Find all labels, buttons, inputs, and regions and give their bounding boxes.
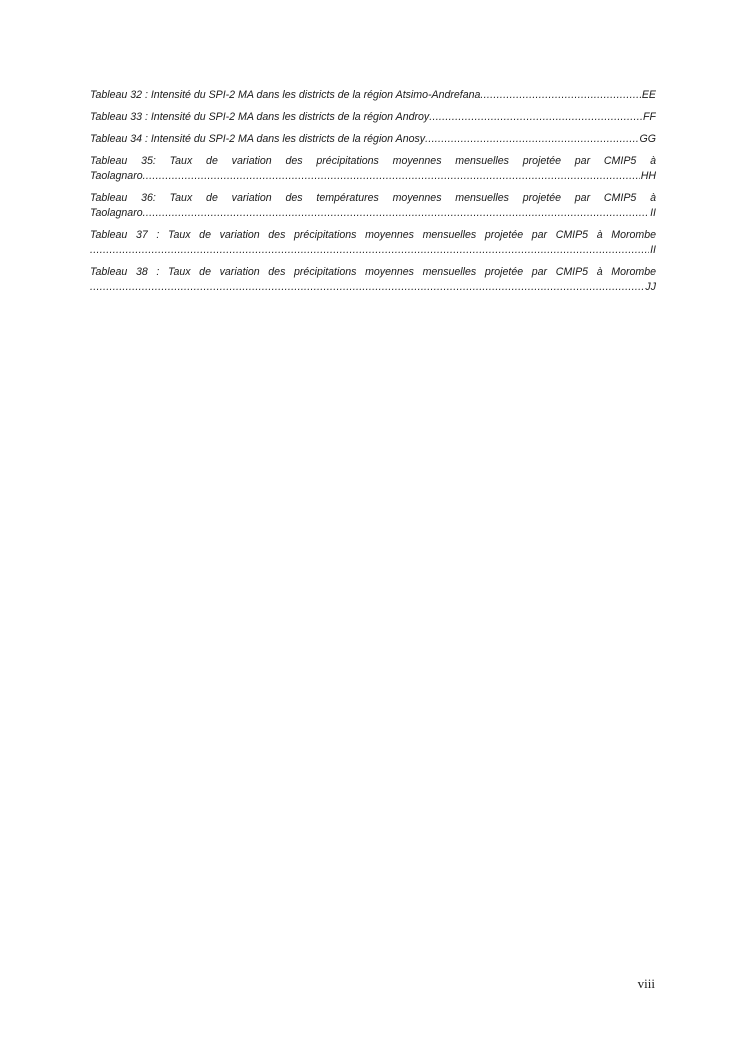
toc-entry-title: Tableau 32 : Intensité du SPI-2 MA dans les districts de la région Atsimo-Andrefana (90, 89, 481, 101)
toc-entry-title-line1: Tableau 38 : Taux de variation des précipitations moyennes mensuelles projetée par CMIP5 à Morombe (90, 266, 656, 278)
toc-entry-page: II (650, 244, 656, 256)
toc-entry-title-line1: Tableau 35: Taux de variation des précipitations moyennes mensuelles projetée par CMIP5 à (90, 155, 656, 167)
toc-entry-tableau-38[interactable] (90, 265, 656, 295)
toc-entry-title-line2: Taolagnaro (90, 207, 143, 219)
toc-entry-title-line1: Tableau 37 : Taux de variation des précipitations moyennes mensuelles projetée par CMIP5 à Morombe (90, 229, 656, 241)
toc-entry-tableau-36[interactable] (90, 191, 656, 221)
dot-leader (90, 243, 649, 258)
toc-entry-page: FF (643, 111, 656, 123)
toc-entry-tableau-37[interactable] (90, 228, 656, 258)
page-number: viii (637, 976, 655, 991)
toc-entry-tableau-34[interactable] (90, 132, 656, 147)
toc-entry-page: JJ (645, 281, 656, 293)
toc-entry-page: HH (640, 170, 656, 182)
dot-leader (90, 280, 644, 295)
dot-leader (143, 169, 640, 184)
toc-entry-title-line1: Tableau 36: Taux de variation des températures moyennes mensuelles projetée par CMIP5 à (90, 192, 656, 204)
toc-entry-tableau-35[interactable] (90, 154, 656, 184)
toc-entry-page: GG (639, 133, 656, 145)
dot-leader (429, 110, 642, 125)
toc-entry-title: Tableau 34 : Intensité du SPI-2 MA dans les districts de la région Anosy (90, 133, 426, 145)
table-of-tables (90, 88, 656, 302)
toc-entry-tableau-33[interactable] (90, 110, 656, 125)
dot-leader (425, 132, 638, 147)
toc-entry-title: Tableau 33 : Intensité du SPI-2 MA dans les districts de la région Androy (90, 111, 430, 123)
dot-leader (143, 206, 649, 221)
toc-entry-title-line2: Taolagnaro (90, 170, 143, 182)
toc-entry-tableau-32[interactable] (90, 88, 656, 103)
toc-entry-page: II (650, 207, 656, 219)
dot-leader (480, 88, 640, 103)
toc-entry-page: EE (641, 89, 656, 101)
